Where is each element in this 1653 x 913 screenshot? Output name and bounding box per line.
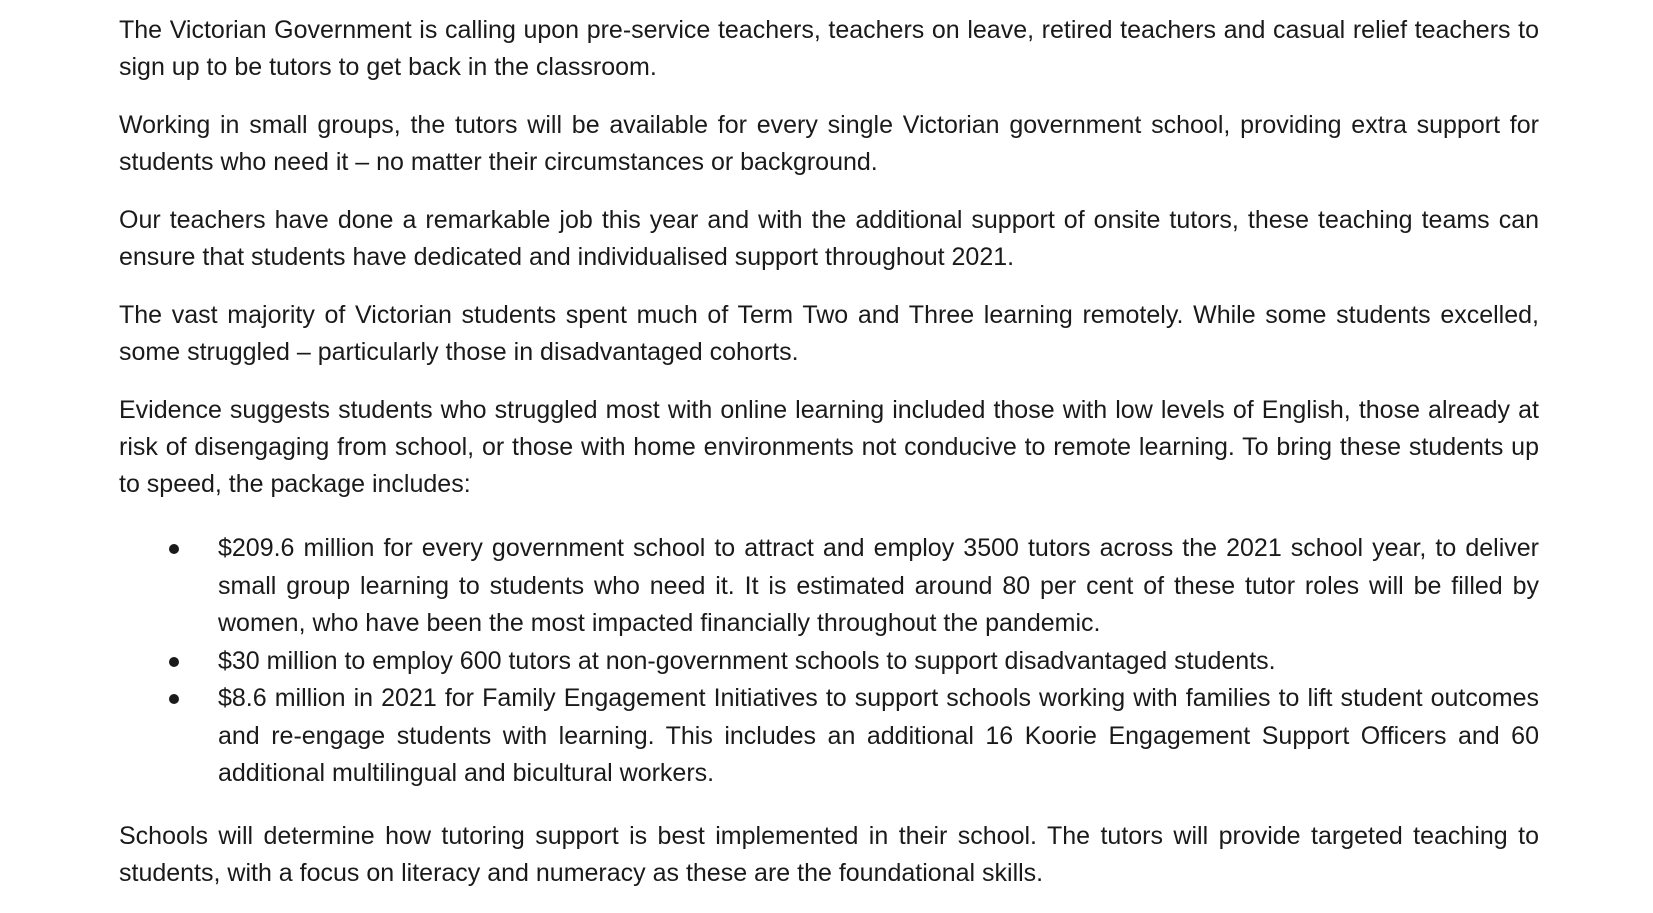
paragraph-evidence: Evidence suggests students who struggled most with online learning included those with low levels of English, those already at risk of disengaging from school, or those with home environments not conducive to remote learning. To bring these students up to speed, the package includes: [119,396,1539,498]
paragraph-teachers-remarkable: Our teachers have done a remarkable job this year and with the additional support of onsite tutors, these teaching teams can ensure that students have dedicated and individualised support throughout 2021. [119,206,1539,271]
bullet-item-family-engagement [119,680,1539,793]
bullet-item-tutors-government-schools [119,530,1539,643]
bullet-icon [169,694,179,704]
paragraph-schools-determine: Schools will determine how tutoring support is best implemented in their school. The tutors will provide targeted teaching to students, with a focus on literacy and numeracy as these are the foundational skills. [119,821,1539,887]
paragraph-small-groups: Working in small groups, the tutors will be available for every single Victorian government school, providing extra support for students who need it – no matter their circumstances or background. [119,111,1539,176]
paragraph-remote-learning: The vast majority of Victorian students spent much of Term Two and Three learning remotely. While some students excelled, some struggled – particularly those in disadvantaged cohorts. [119,301,1539,366]
paragraph-tutor-call: The Victorian Government is calling upon pre-service teachers, teachers on leave, retired teachers and casual relief teachers to sign up to be tutors to get back in the classroom. [119,16,1539,81]
bullet-text: $30 million to employ 600 tutors at non-government schools to support disadvantaged students. [218,646,1276,675]
package-bullet-list [119,530,1539,793]
bullet-icon [169,544,179,554]
bullet-item-tutors-non-government [119,643,1539,681]
bullet-text: $8.6 million in 2021 for Family Engagement Initiatives to support schools working with families to lift student outcomes and re-engage students with learning. This includes an additional 16 Koorie Engagement Support Officers and 60 additional multilingual and bicultural workers. [218,684,1539,787]
bullet-icon [169,657,179,667]
bullet-text: $209.6 million for every government school to attract and employ 3500 tutors across the 2021 school year, to deliver small group learning to students who need it. It is estimated around 80 per cent of these tutor roles will be filled by women, who have been the most impacted financially throughout the pandemic. [218,534,1539,637]
document-page [119,0,1539,913]
